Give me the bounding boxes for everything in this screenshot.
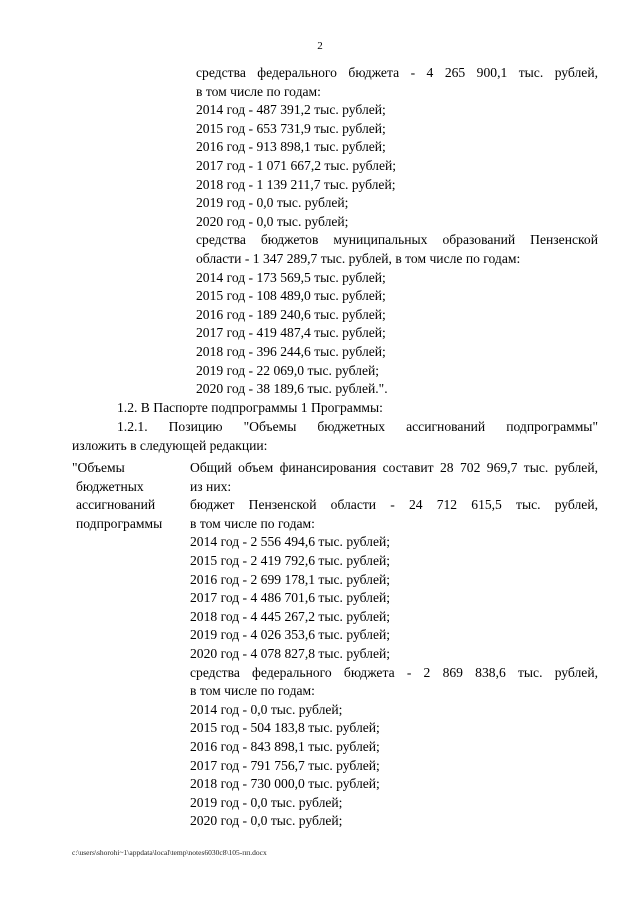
- text-line: 2014 год - 173 569,5 тыс. рублей;: [196, 269, 386, 285]
- text-line: 2016 год - 913 898,1 тыс. рублей;: [196, 139, 386, 155]
- text-line: 2020 год - 0,0 тыс. рублей;: [196, 213, 349, 229]
- footer-file-path: c:\users\shorohi~1\appdata\local\temp\notes6030c8\105-пп.docx: [72, 848, 267, 857]
- text-line: 2019 год - 4 026 353,6 тыс. рублей;: [190, 627, 391, 643]
- text-line: в том числе по годам:: [190, 683, 315, 699]
- text-line: 2020 год - 0,0 тыс. рублей;: [190, 813, 343, 829]
- text-line: 2014 год - 2 556 494,6 тыс. рублей;: [190, 534, 391, 550]
- text-line: 2017 год - 419 487,4 тыс. рублей;: [196, 325, 386, 341]
- text-line: 2019 год - 0,0 тыс. рублей;: [196, 195, 349, 211]
- text-line: 2020 год - 4 078 827,8 тыс. рублей;: [190, 646, 391, 661]
- text-line: 2017 год - 1 071 667,2 тыс. рублей;: [196, 158, 397, 173]
- text-line: 2015 год - 653 731,9 тыс. рублей;: [196, 120, 386, 136]
- text-line: средства бюджетов муниципальных образований Пензенской: [196, 232, 598, 248]
- text-line: в том числе по годам:: [196, 83, 321, 99]
- text-line: 2016 год - 189 240,6 тыс. рублей;: [196, 306, 386, 322]
- text-line: 2015 год - 108 489,0 тыс. рублей;: [196, 288, 386, 304]
- text-line: 2017 год - 4 486 701,6 тыс. рублей;: [190, 590, 391, 606]
- paragraph-1-2: 1.2. В Паспорте подпрограммы 1 Программы:: [117, 400, 383, 415]
- text-line: 2018 год - 1 139 211,7 тыс. рублей;: [196, 176, 396, 192]
- text-line: бюджет Пензенской области - 24 712 615,5 тыс. рублей,: [190, 497, 598, 513]
- text-line: Общий объем финансирования составит 28 702 969,7 тыс. рублей,: [190, 460, 598, 475]
- paragraph-1-2-1: 1.2.1. Позицию "Объемы бюджетных ассигнований подпрограммы": [117, 419, 598, 434]
- text-line: 2017 год - 791 756,7 тыс. рублей;: [190, 757, 380, 773]
- table-label-line: "Объемы: [72, 460, 125, 475]
- text-line: 2019 год - 22 069,0 тыс. рублей;: [196, 362, 380, 378]
- text-line: 2016 год - 843 898,1 тыс. рублей;: [190, 739, 380, 754]
- text-line: 2016 год - 2 699 178,1 тыс. рублей;: [190, 571, 391, 587]
- text-line: 2020 год - 38 189,6 тыс. рублей.".: [196, 381, 388, 397]
- text-line: средства федерального бюджета - 4 265 900,1 тыс. рублей,: [196, 65, 598, 80]
- table-label-line: ассигнований: [76, 497, 156, 513]
- text-line: 2015 год - 2 419 792,6 тыс. рублей;: [190, 553, 391, 568]
- paragraph-1-2-1-continuation: изложить в следующей редакции:: [72, 437, 268, 453]
- table-label-line: бюджетных: [76, 478, 144, 494]
- text-line: 2014 год - 0,0 тыс. рублей;: [190, 701, 343, 717]
- text-line: 2018 год - 396 244,6 тыс. рублей;: [196, 344, 386, 359]
- text-line: 2019 год - 0,0 тыс. рублей;: [190, 794, 343, 810]
- text-line: 2015 год - 504 183,8 тыс. рублей;: [190, 720, 380, 736]
- text-line: 2014 год - 487 391,2 тыс. рублей;: [196, 102, 386, 118]
- text-line: в том числе по годам:: [190, 515, 315, 531]
- text-line: из них:: [190, 478, 232, 494]
- table-label-line: подпрограммы: [76, 515, 163, 531]
- text-line: 2018 год - 4 445 267,2 тыс. рублей;: [190, 608, 391, 624]
- text-line: средства федерального бюджета - 2 869 838,6 тыс. рублей,: [190, 664, 598, 680]
- text-line: области - 1 347 289,7 тыс. рублей, в том числе по годам:: [196, 251, 521, 266]
- page-number: 2: [317, 40, 323, 52]
- text-line: 2018 год - 730 000,0 тыс. рублей;: [190, 776, 380, 792]
